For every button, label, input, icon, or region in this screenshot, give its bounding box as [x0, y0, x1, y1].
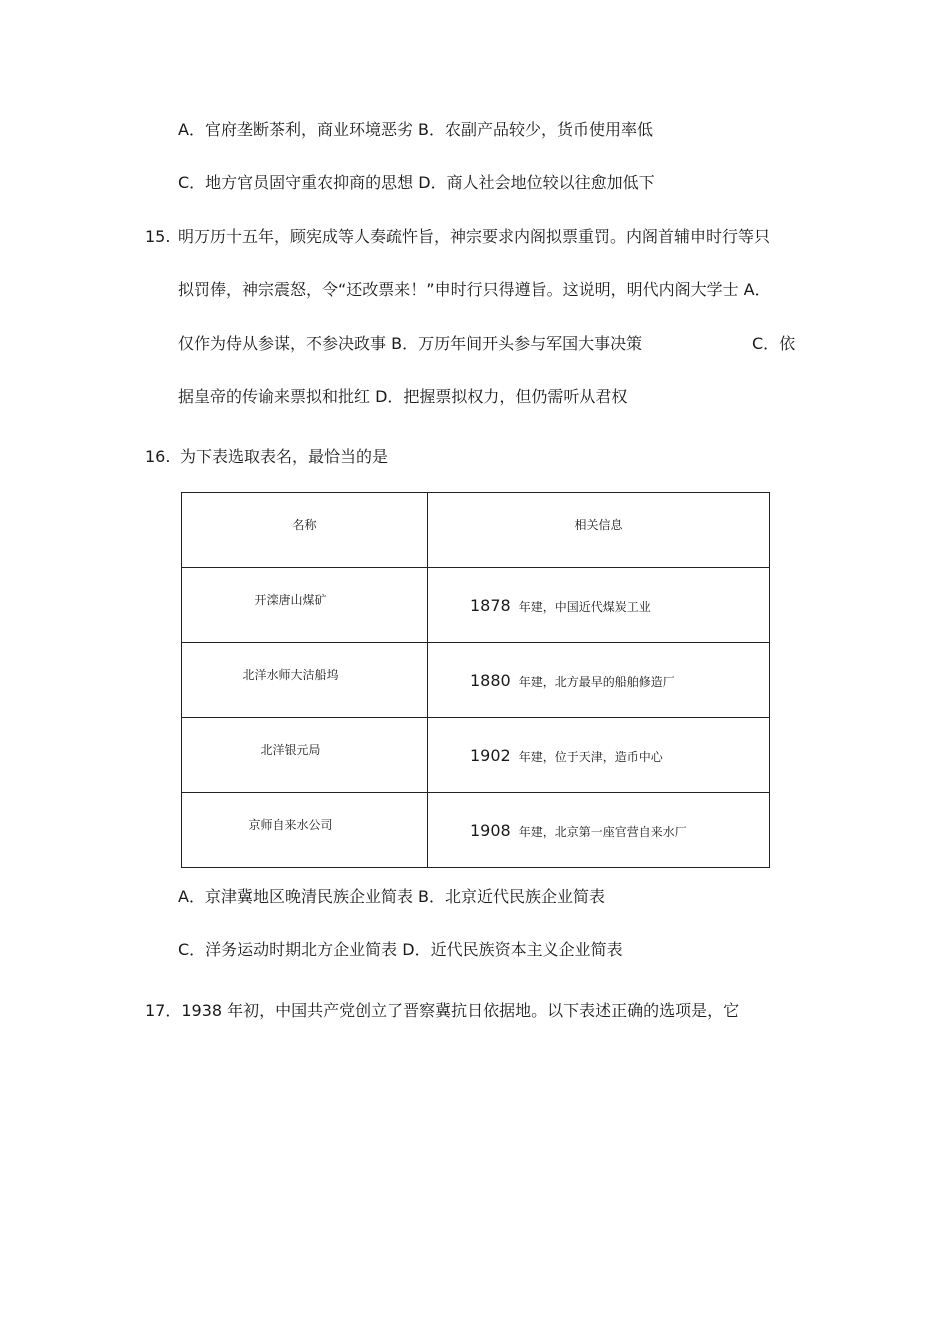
q15-line4: 据皇帝的传谕来票拟和批红 D．把握票拟权力，但仍需听从君权: [178, 387, 628, 406]
table-header-row: [182, 493, 770, 568]
row-name: 京师自来水公司: [182, 793, 428, 868]
table-row: [182, 793, 770, 868]
q15-line3b: C．依: [752, 334, 796, 353]
row-name: 北洋水师大沽船坞: [182, 643, 428, 718]
row-name: 北洋银元局: [182, 718, 428, 793]
q15-number: 15.: [145, 227, 171, 246]
q16-number: 16.: [145, 447, 171, 466]
q16-options-line2: C．洋务运动时期北方企业简表 D．近代民族资本主义企业简表: [178, 940, 623, 959]
q15-line3a: 仅作为侍从参谋，不参决政事 B．万历年间开头参与军国大事决策: [178, 334, 643, 353]
row-info: 1902 年建，位于天津，造币中心: [428, 718, 770, 793]
table-row: [182, 643, 770, 718]
q15-line1: 明万历十五年，顾宪成等人奏疏忤旨，神宗要求内阁拟票重罚。内阁首辅申时行等只: [178, 227, 771, 246]
q17-stem: 17．1938 年初，中国共产党创立了晋察冀抗日依据地。以下表述正确的选项是，它: [145, 1001, 740, 1020]
table-row: [182, 568, 770, 643]
row-info: 1908 年建，北京第一座官营自来水厂: [428, 793, 770, 868]
q15-line2: 拟罚俸，神宗震怒，令“还改票来！”申时行只得遵旨。这说明，明代内阁大学士 A．: [178, 280, 771, 299]
header-info: 相关信息: [428, 493, 770, 568]
q14-options-line1: A．官府垄断茶利，商业环境恶劣 B．农副产品较少，货币使用率低: [178, 120, 654, 139]
header-name: 名称: [182, 493, 428, 568]
row-info: 1878 年建，中国近代煤炭工业: [428, 568, 770, 643]
q14-options-line2: C．地方官员固守重农抑商的思想 D．商人社会地位较以往愈加低下: [178, 173, 655, 192]
q16-options-line1: A．京津冀地区晚清民族企业简表 B．北京近代民族企业简表: [178, 887, 606, 906]
q16-stem: 为下表选取表名，最恰当的是: [180, 447, 389, 466]
enterprise-table: [181, 492, 770, 868]
table-row: [182, 718, 770, 793]
row-info: 1880 年建，北方最早的船舶修造厂: [428, 643, 770, 718]
row-name: 开滦唐山煤矿: [182, 568, 428, 643]
